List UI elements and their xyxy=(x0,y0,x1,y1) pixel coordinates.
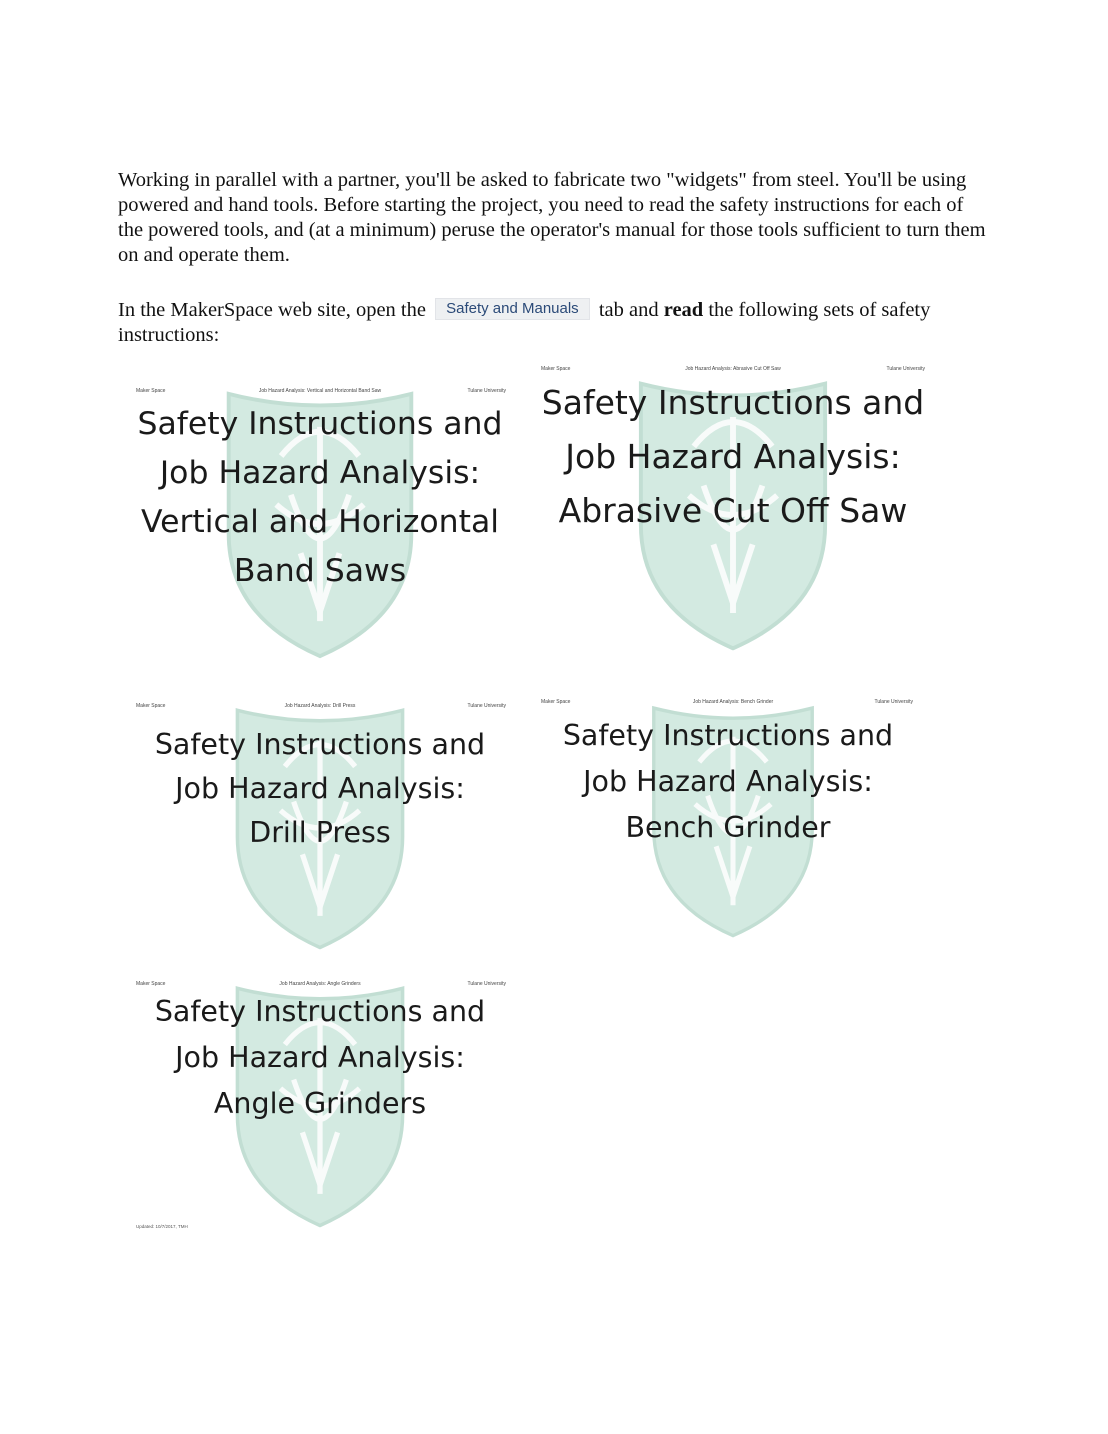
jha-card-angle-grinders[interactable] xyxy=(120,981,520,1231)
card-header-left: Maker Space xyxy=(136,981,166,987)
card-title-line: Band Saws xyxy=(233,553,407,589)
card-title-line: Abrasive Cut Off Saw xyxy=(558,491,908,530)
card-title-line: Safety Instructions and xyxy=(154,995,486,1028)
card-title xyxy=(120,400,520,596)
intro-paragraph: Working in parallel with a partner, you'll be asked to fabricate two "widgets" from steel. You'll be using powered and hand tools. Before starting the project, you need to read the safety instructions for each of the powered tools, and (at a minimum) peruse the operator's manual for those tools sufficient to turn them on and operate them. xyxy=(118,169,986,266)
card-title-line: Job Hazard Analysis: xyxy=(175,772,465,805)
card-header-center: Job Hazard Analysis: Drill Press xyxy=(284,703,356,709)
card-header-left: Maker Space xyxy=(136,703,166,709)
updated-note: Updated: 10/7/2017, TMH xyxy=(136,1224,188,1229)
jha-card-bench-grinder[interactable] xyxy=(533,699,933,945)
jha-card-drill-press[interactable] xyxy=(120,703,520,955)
card-title xyxy=(533,713,923,851)
card-title-line: Job Hazard Analysis: xyxy=(583,765,873,798)
jha-card-abrasive-cut-off-saw[interactable] xyxy=(533,366,933,668)
card-header-center: Job Hazard Analysis: Abrasive Cut Off Saw xyxy=(685,366,781,372)
instruction-before: In the MakerSpace web site, open the xyxy=(118,299,426,321)
jha-card-band-saws[interactable] xyxy=(120,388,520,668)
card-header-right: Tulane University xyxy=(467,388,506,394)
card-header-center: Job Hazard Analysis: Angle Grinders xyxy=(279,981,361,987)
card-header-center: Job Hazard Analysis: Vertical and Horizontal Band Saw xyxy=(258,388,382,394)
card-header-right: Tulane University xyxy=(467,981,506,987)
card-header-right: Tulane University xyxy=(886,366,925,372)
card-title-line: Safety Instructions and xyxy=(562,719,894,752)
card-header-left: Maker Space xyxy=(541,699,571,705)
card-title-line: Safety Instructions and xyxy=(137,406,503,442)
card-header-left: Maker Space xyxy=(136,388,166,394)
card-header-left: Maker Space xyxy=(541,366,571,372)
instruction-after: the following sets of safety instructions: xyxy=(118,299,931,346)
card-title-line: Safety Instructions and xyxy=(541,383,925,422)
card-header-center: Job Hazard Analysis: Bench Grinder xyxy=(692,699,774,705)
card-title xyxy=(120,723,520,855)
instruction-middle: tab and xyxy=(598,299,659,321)
card-title-line: Angle Grinders xyxy=(213,1087,427,1120)
instruction-bold: read xyxy=(663,299,704,321)
card-title xyxy=(533,376,933,538)
card-title-line: Vertical and Horizontal xyxy=(140,504,500,540)
instruction-paragraph xyxy=(118,298,988,348)
safety-and-manuals-tab[interactable]: Safety and Manuals xyxy=(435,298,590,320)
card-title-line: Job Hazard Analysis: xyxy=(159,455,481,491)
card-header-right: Tulane University xyxy=(874,699,913,705)
card-title-line: Job Hazard Analysis: xyxy=(175,1041,465,1074)
card-header-right: Tulane University xyxy=(467,703,506,709)
card-title-line: Job Hazard Analysis: xyxy=(565,437,901,476)
card-title-line: Safety Instructions and xyxy=(154,728,486,761)
card-title-line: Bench Grinder xyxy=(625,811,831,844)
card-title-line: Drill Press xyxy=(249,816,391,849)
card-title xyxy=(120,989,520,1127)
